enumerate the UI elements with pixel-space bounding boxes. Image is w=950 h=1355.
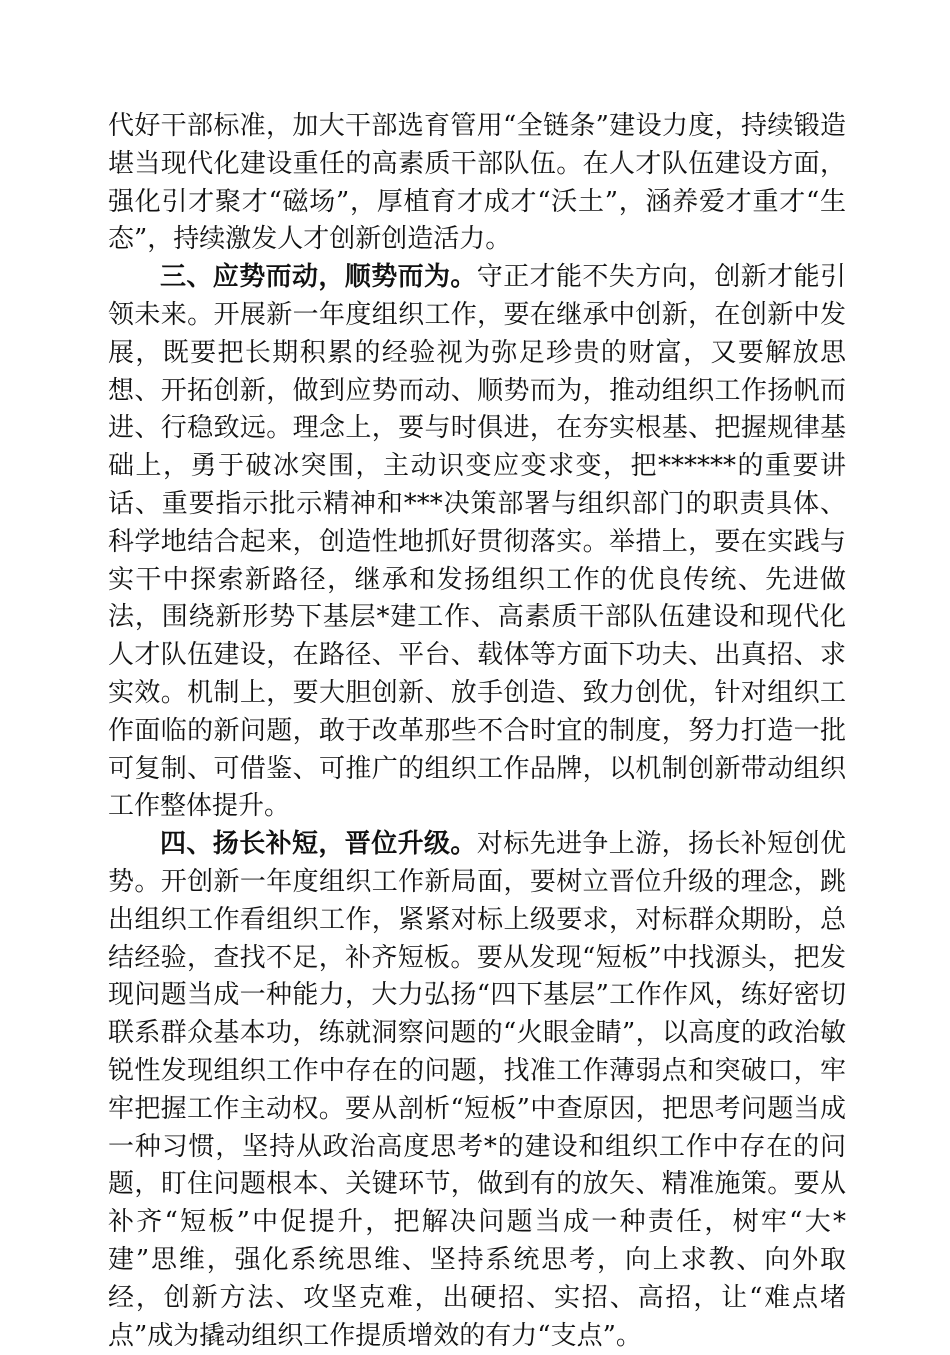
paragraph-continuation [108,108,846,259]
paragraph-section-3 [108,259,846,826]
document-page [108,108,846,1355]
paragraph-text: 对标先进争上游，扬长补短创优势。开创新一年度组织工作新局面，要树立晋位升级的理念，跳出组织工作看组织工作，紧紧对标上级要求，对标群众期盼，总结经验，查找不足，补齐短板。要从发现“短板”中找源头，把发现问题当成一种能力，大力弘扬“四下基层”工作作风，练好密切联系群众基本功，练就洞察问题的“火眼金睛”，以高度的政治敏锐性发现组织工作中存在的问题，找准工作薄弱点和突破口，牢牢把握工作主动权。要从剖析“短板”中查原因，把思考问题当成一种习惯，坚持从政治高度思考*的建设和组织工作中存在的问题，盯住问题根本、关键环节，做到有的放矢、精准施策。要从补齐“短板”中促提升，把解决问题当成一种责任，树牢“大*建”思维，强化系统思维、坚持系统思考，向上求教、向外取经，创新方法、攻坚克难，出硬招、实招、高招，让“难点堵点”成为撬动组织工作提质增效的有力“支点”。 [108,829,846,1351]
section-3-heading: 三、应势而动，顺势而为。 [160,262,477,293]
section-4-heading: 四、扬长补短，晋位升级。 [160,829,477,860]
paragraph-text: 守正才能不失方向，创新才能引领未来。开展新一年度组织工作，要在继承中创新，在创新中发展，既要把长期积累的经验视为弥足珍贵的财富，又要解放思想、开拓创新，做到应势而动、顺势而为，推动组织工作扬帆而进、行稳致远。理念上，要与时俱进，在夯实根基、把握规律基础上，勇于破冰突围，主动识变应变求变，把******的重要讲话、重要指示批示精神和***决策部署与组织部门的职责具体、科学地结合起来，创造性地抓好贯彻落实。举措上，要在实践与实干中探索新路径，继承和发扬组织工作的优良传统、先进做法，围绕新形势下基层*建工作、高素质干部队伍建设和现代化人才队伍建设，在路径、平台、载体等方面下功夫、出真招、求实效。机制上，要大胆创新、放手创造、致力创优，针对组织工作面临的新问题，敢于改革那些不合时宜的制度，努力打造一批可复制、可借鉴、可推广的组织工作品牌，以机制创新带动组织工作整体提升。 [108,262,846,822]
paragraph-text: 代好干部标准，加大干部选育管用“全链条”建设力度，持续锻造堪当现代化建设重任的高素质干部队伍。在人才队伍建设方面，强化引才聚才“磁场”，厚植育才成才“沃土”，涵养爱才重才“生态”，持续激发人才创新创造活力。 [108,111,846,255]
paragraph-section-4 [108,826,846,1355]
